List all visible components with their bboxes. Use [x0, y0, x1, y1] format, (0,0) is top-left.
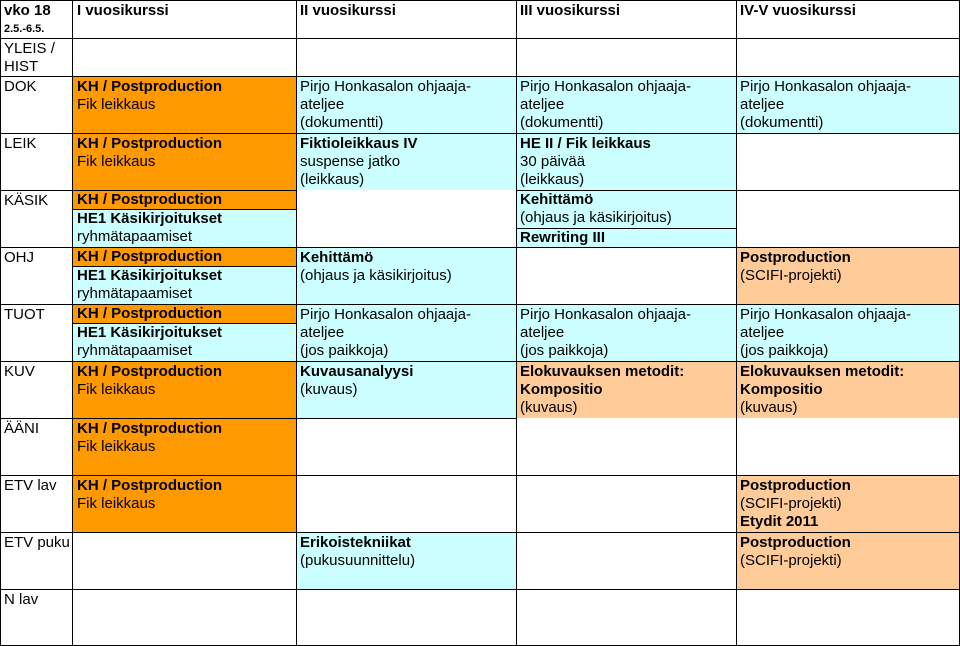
- row-label-etvlav: ETV lav: [4, 477, 57, 494]
- course-name: Pirjo Honkasalon ohjaaja-: [740, 306, 911, 323]
- course-detail: (dokumentti): [300, 114, 384, 131]
- course-name: Kompositio: [520, 381, 603, 398]
- course-name: Kehittämö: [300, 249, 374, 266]
- grid-line: [0, 38, 960, 39]
- grid-line: [0, 589, 960, 590]
- row-label-kasik: KÄSIK: [4, 192, 49, 209]
- grid-line: [0, 361, 960, 362]
- grid-line: [0, 532, 960, 533]
- col-header-4: IV-V vuosikurssi: [740, 2, 856, 19]
- course-name: KH / Postproduction: [77, 248, 222, 265]
- grid-line: [0, 133, 960, 134]
- course-name: Etydit 2011: [740, 513, 819, 530]
- course-detail: (leikkaus): [300, 171, 365, 188]
- row-label-etvpuku: ETV puku: [4, 534, 70, 551]
- course-name: Elokuvauksen metodit:: [520, 363, 685, 380]
- course-name: Pirjo Honkasalon ohjaaja-: [520, 78, 691, 95]
- course-name: Kuvausanalyysi: [300, 363, 414, 380]
- course-name: Postproduction: [740, 249, 851, 266]
- row-label-yleis: YLEIS /: [4, 40, 55, 57]
- course-name: KH / Postproduction: [77, 363, 222, 380]
- course-name: KH / Postproduction: [77, 477, 222, 494]
- course-name: HE1 Käsikirjoitukset: [77, 267, 223, 284]
- course-detail: (SCIFI-projekti): [740, 495, 842, 512]
- course-detail: Fik leikkaus: [77, 381, 156, 398]
- course-detail: Fik leikkaus: [77, 495, 156, 512]
- course-name: ateljee: [520, 324, 565, 341]
- grid-line: [0, 76, 960, 77]
- row-label-hist: HIST: [4, 58, 39, 75]
- course-detail: (jos paikkoja): [520, 342, 609, 359]
- course-name: ateljee: [300, 96, 345, 113]
- course-name: HE II / Fik leikkaus: [520, 135, 651, 152]
- row-label-tuot: TUOT: [4, 306, 45, 323]
- course-name: Elokuvauksen metodit:: [740, 363, 905, 380]
- row-label-aani: ÄÄNI: [4, 420, 40, 437]
- course-name: Postproduction: [740, 534, 851, 551]
- col-header-1: I vuosikurssi: [77, 2, 169, 19]
- course-detail: (ohjaus ja käsikirjoitus): [520, 209, 672, 226]
- col-header-2: II vuosikurssi: [300, 2, 396, 19]
- col-header-3: III vuosikurssi: [520, 2, 621, 19]
- grid-line: [0, 418, 516, 419]
- course-name: HE1 Käsikirjoitukset: [77, 324, 223, 341]
- week-label: vko 18: [4, 2, 51, 19]
- course-detail: (kuvaus): [740, 399, 798, 416]
- course-name: ateljee: [520, 96, 565, 113]
- course-detail: suspense jatko: [300, 153, 401, 170]
- course-detail: ryhmätapaamiset: [77, 342, 193, 359]
- course-detail: (jos paikkoja): [740, 342, 829, 359]
- course-name: Pirjo Honkasalon ohjaaja-: [300, 78, 471, 95]
- course-detail: (leikkaus): [520, 171, 585, 188]
- course-name: Pirjo Honkasalon ohjaaja-: [300, 306, 471, 323]
- course-detail: Fik leikkaus: [77, 96, 156, 113]
- course-detail: (dokumentti): [520, 114, 604, 131]
- course-detail: ryhmätapaamiset: [77, 285, 193, 302]
- course-name: ateljee: [740, 96, 785, 113]
- course-detail: (kuvaus): [300, 381, 358, 398]
- course-name: Kehittämö: [520, 191, 594, 208]
- course-name: Pirjo Honkasalon ohjaaja-: [740, 78, 911, 95]
- course-name: Pirjo Honkasalon ohjaaja-: [520, 306, 691, 323]
- course-detail: Fik leikkaus: [77, 153, 156, 170]
- course-name: Postproduction: [740, 477, 851, 494]
- course-name: HE1 Käsikirjoitukset: [77, 210, 223, 227]
- grid-line: [0, 0, 960, 1]
- grid-line: [296, 0, 297, 646]
- course-name: KH / Postproduction: [77, 78, 222, 95]
- course-name: KH / Postproduction: [77, 305, 222, 322]
- course-detail: (dokumentti): [740, 114, 824, 131]
- course-name: ateljee: [300, 324, 345, 341]
- grid-line: [72, 0, 73, 646]
- grid-line: [516, 0, 517, 646]
- course-name: Fiktioleikkaus IV: [300, 135, 418, 152]
- course-detail: Fik leikkaus: [77, 438, 156, 455]
- grid-line: [0, 0, 1, 646]
- course-detail: (jos paikkoja): [300, 342, 389, 359]
- grid-line: [0, 475, 960, 476]
- course-name: KH / Postproduction: [77, 420, 222, 437]
- course-detail: (SCIFI-projekti): [740, 552, 842, 569]
- course-detail: (pukusuunnittelu): [300, 552, 416, 569]
- row-label-leik: LEIK: [4, 135, 37, 152]
- course-name: KH / Postproduction: [77, 135, 222, 152]
- grid-line: [736, 0, 737, 646]
- row-label-kuv: KUV: [4, 363, 35, 380]
- week-dates: 2.5.-6.5.: [4, 23, 45, 35]
- course-name: Kompositio: [740, 381, 823, 398]
- row-label-dok: DOK: [4, 78, 37, 95]
- course-name: Rewriting III: [520, 229, 606, 246]
- course-name: Erikoistekniikat: [300, 534, 411, 551]
- course-name: KH / Postproduction: [77, 191, 222, 208]
- course-detail: (SCIFI-projekti): [740, 267, 842, 284]
- course-detail: ryhmätapaamiset: [77, 228, 193, 245]
- course-detail: (ohjaus ja käsikirjoitus): [300, 267, 452, 284]
- row-label-nlav: N lav: [4, 591, 39, 608]
- course-name: ateljee: [740, 324, 785, 341]
- row-label-ohj: OHJ: [4, 249, 34, 266]
- course-detail: 30 päivää: [520, 153, 586, 170]
- course-detail: (kuvaus): [520, 399, 578, 416]
